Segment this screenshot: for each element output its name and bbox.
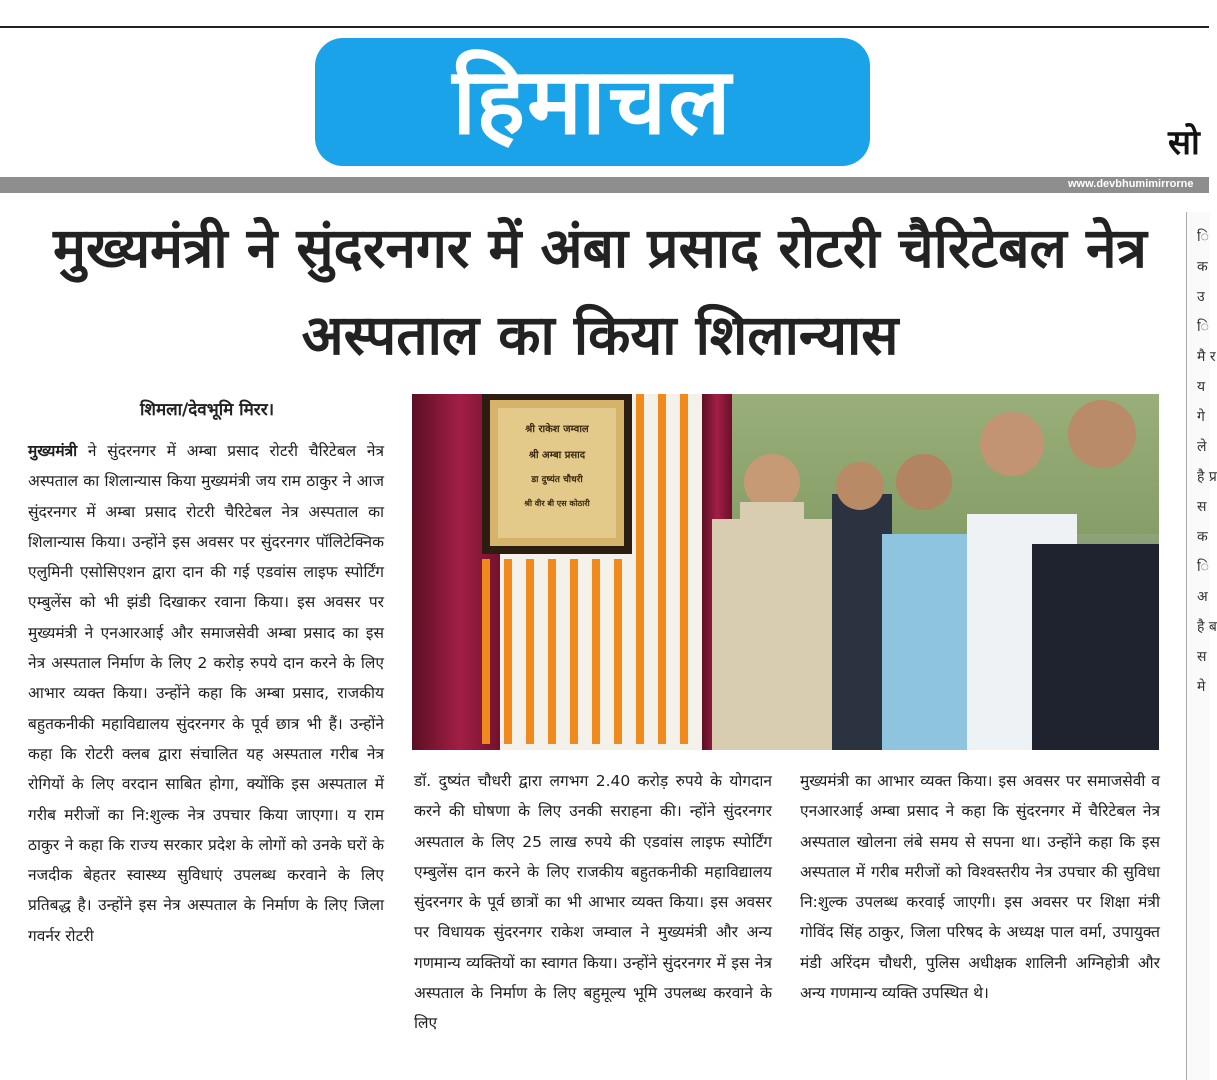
- article-column-3: मुख्यमंत्री का आभार व्यक्त किया। इस अवसर पर समाजसेवी व एनआरआई अम्बा प्रसाद ने कहा कि सुंदरनगर में चैरिटेबल नेत्र अस्पताल खोलना लंबे समय से सपना था। उन्होंने कहा कि इस अस्पताल में गरीब मरीजों को विश्वस्तरीय नेत्र उपचार की सुविधा नि:शुल्क उपलब्ध करवाई जाएगी। इस अवसर पर शिक्षा मंत्री गोविंद सिंह ठाकुर, जिला परिषद के अध्यक्ष पाल वर्मा, उपायुक्त मंडी अरिंदम चौधरी, पुलिस अधीक्षक शालिनी अग्निहोत्री और अन्य गणमान्य व्यक्ति उपस्थित थे।: [800, 772, 1160, 1003]
- plaque-line: डा दुष्यंत चौधरी: [531, 475, 583, 485]
- article-column-1: [28, 436, 384, 951]
- photo-illustration: [412, 394, 1159, 750]
- article-photo: [412, 394, 1159, 750]
- column-1-text: ने सुंदरनगर में अम्बा प्रसाद रोटरी चैरिटेबल नेत्र अस्पताल का शिलान्यास किया मुख्यमंत्री जय राम ठाकुर ने आज सुंदरनगर में अम्बा प्रसाद रोटरी चैरिटेबल नेत्र अस्पताल का शिलान्यास किया। उन्होंने इस अवसर पर सुंदरनगर पॉलिटेक्निक एलुमिनी एसोसिएशन द्वारा दान की गई एडवांस लाइफ स्पोर्टिंग एम्बुलेंस को भी झंडी दिखाकर रवाना किया। इस अवसर पर मुख्यमंत्री ने एनआरआई और समाजसेवी अम्बा प्रसाद का इस नेत्र अस्पताल निर्माण के लिए 2 करोड़ रुपये दान करने के लिए आभार व्यक्त किया। उन्होंने कहा कि अम्बा प्रसाद, राजकीय बहुतकनीकी महाविद्यालय सुंदरनगर के पूर्व छात्र भी हैं। उन्होंने कहा कि रोटरी क्लब द्वारा संचालित यह अस्पताल गरीब नेत्र रोगियों के लिए वरदान साबित होगा, क्योंकि इस अस्पताल में गरीब मरीजों का नि:शुल्क नेत्र उपचार किया जाएगा। य राम ठाकुर ने कहा कि राज्य सरकार प्रदेश के लोगों को उनके घरों के नजदीक बेहतर स्वास्थ्य सुविधाएं उपलब्ध करवाने के लिए प्रतिबद्ध है। उन्होंने इस नेत्र अस्पताल के निर्माण के लिए जिला गवर्नर रोटरी: [28, 442, 384, 945]
- date-fragment: सो: [1168, 123, 1200, 163]
- plaque-line: श्री अम्बा प्रसाद: [528, 450, 586, 461]
- plaque-line: श्री वीर बी एस कोठारी: [524, 499, 590, 508]
- website-url: www.devbhumimirrorne: [1068, 178, 1194, 190]
- adjacent-article-strip: [1186, 212, 1217, 1080]
- adjacent-article-text: ि क उ ि मै र य गे ले है प्र स क ि अ है ब स मे: [1197, 229, 1217, 695]
- plaque-line: श्री राकेश जम्वाल: [525, 424, 589, 435]
- section-banner: [315, 38, 870, 166]
- header-band: [0, 177, 1209, 193]
- section-title: हिमाचल: [452, 48, 733, 155]
- headline: मुख्यमंत्री ने सुंदरनगर में अंबा प्रसाद रोटरी चैरिटेबल नेत्र अस्पताल का किया शिलान्यास: [53, 216, 1147, 367]
- article-column-2: डॉ. दुष्यंत चौधरी द्वारा लगभग 2.40 करोड़ रुपये के योगदान करने की घोषणा के लिए उनकी सराहना की। न्होंने सुंदरनगर अस्पताल के लिए 25 लाख रुपये की एडवांस लाइफ स्पोर्टिंग एम्बुलेंस दान करने के लिए राजकीय बहुतकनीकी महाविद्यालय सुंदरनगर के पूर्व छात्रों का भी आभार व्यक्त किया। इस अवसर पर विधायक सुंदरनगर राकेश जम्वाल ने मुख्यमंत्री और अन्य गणमान्य व्यक्तियों का स्वागत किया। उन्होंने सुंदरनगर में इस नेत्र अस्पताल के निर्माण के लिए बहुमूल्य भूमि उपलब्ध करवाने के लिए: [414, 772, 772, 1033]
- dateline: शिमला/देवभूमि मिरर।: [140, 400, 275, 420]
- lead-word: मुख्यमंत्री: [28, 442, 78, 460]
- top-rule: [0, 26, 1209, 28]
